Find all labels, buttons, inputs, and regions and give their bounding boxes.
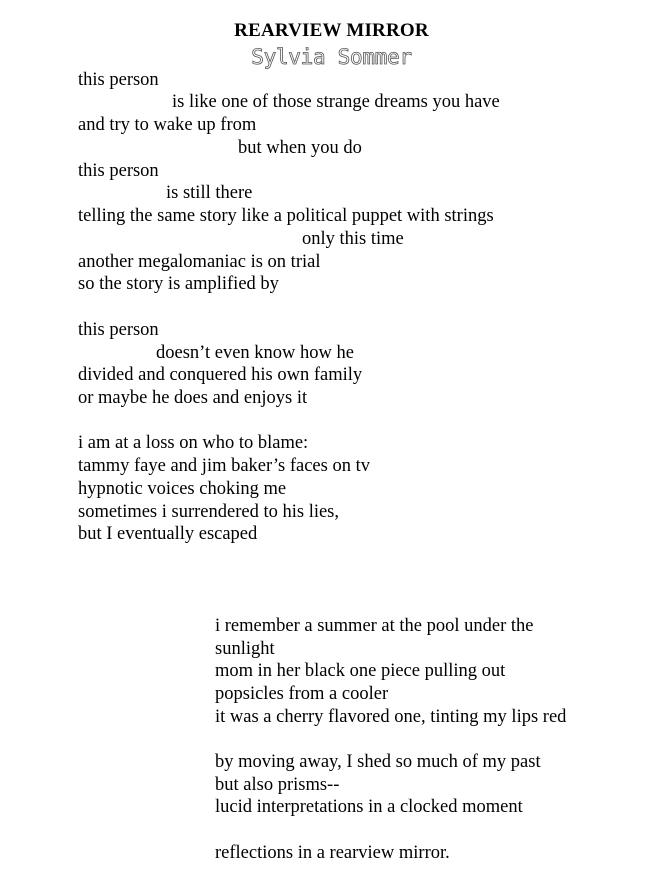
poem-title: REARVIEW MIRROR (234, 20, 429, 41)
poem-line: but when you do (238, 138, 362, 158)
poem-line: hypnotic voices choking me (78, 479, 287, 499)
poem-author: Sylvia Sommer (251, 45, 412, 69)
poem-line: this person (78, 161, 159, 181)
poem-line: doesn’t even know how he (156, 343, 354, 363)
poem-line: i remember a summer at the pool under the (215, 616, 534, 636)
poem-line: i am at a loss on who to blame: (78, 433, 309, 453)
poem-line: tammy faye and jim baker’s faces on tv (78, 456, 370, 476)
poem-line: popsicles from a cooler (215, 684, 389, 704)
poem-line: this person (78, 320, 159, 340)
poem-line: divided and conquered his own family (78, 365, 363, 385)
poem-line: sunlight (215, 639, 275, 659)
poem-line: it was a cherry flavored one, tinting my lips red (215, 707, 567, 727)
poem-line: by moving away, I shed so much of my past (215, 752, 541, 772)
poem-line: is like one of those strange dreams you have (172, 92, 500, 112)
poem-line: or maybe he does and enjoys it (78, 388, 308, 408)
poem-line: but also prisms-- (215, 775, 340, 795)
poem-line: mom in her black one piece pulling out (215, 661, 506, 681)
poem-line: this person (78, 70, 159, 90)
poem-line: only this time (302, 229, 404, 249)
poem-line: and try to wake up from (78, 115, 257, 135)
poem-line: is still there (166, 183, 253, 203)
poem-line: lucid interpretations in a clocked moment (215, 797, 523, 817)
poem-line: telling the same story like a political puppet with strings (78, 206, 494, 226)
poem-line: but I eventually escaped (78, 524, 258, 544)
poem-line: reflections in a rearview mirror. (215, 843, 450, 863)
poem-line: so the story is amplified by (78, 274, 279, 294)
poem-line: sometimes i surrendered to his lies, (78, 502, 340, 522)
poem-line: another megalomaniac is on trial (78, 252, 321, 272)
